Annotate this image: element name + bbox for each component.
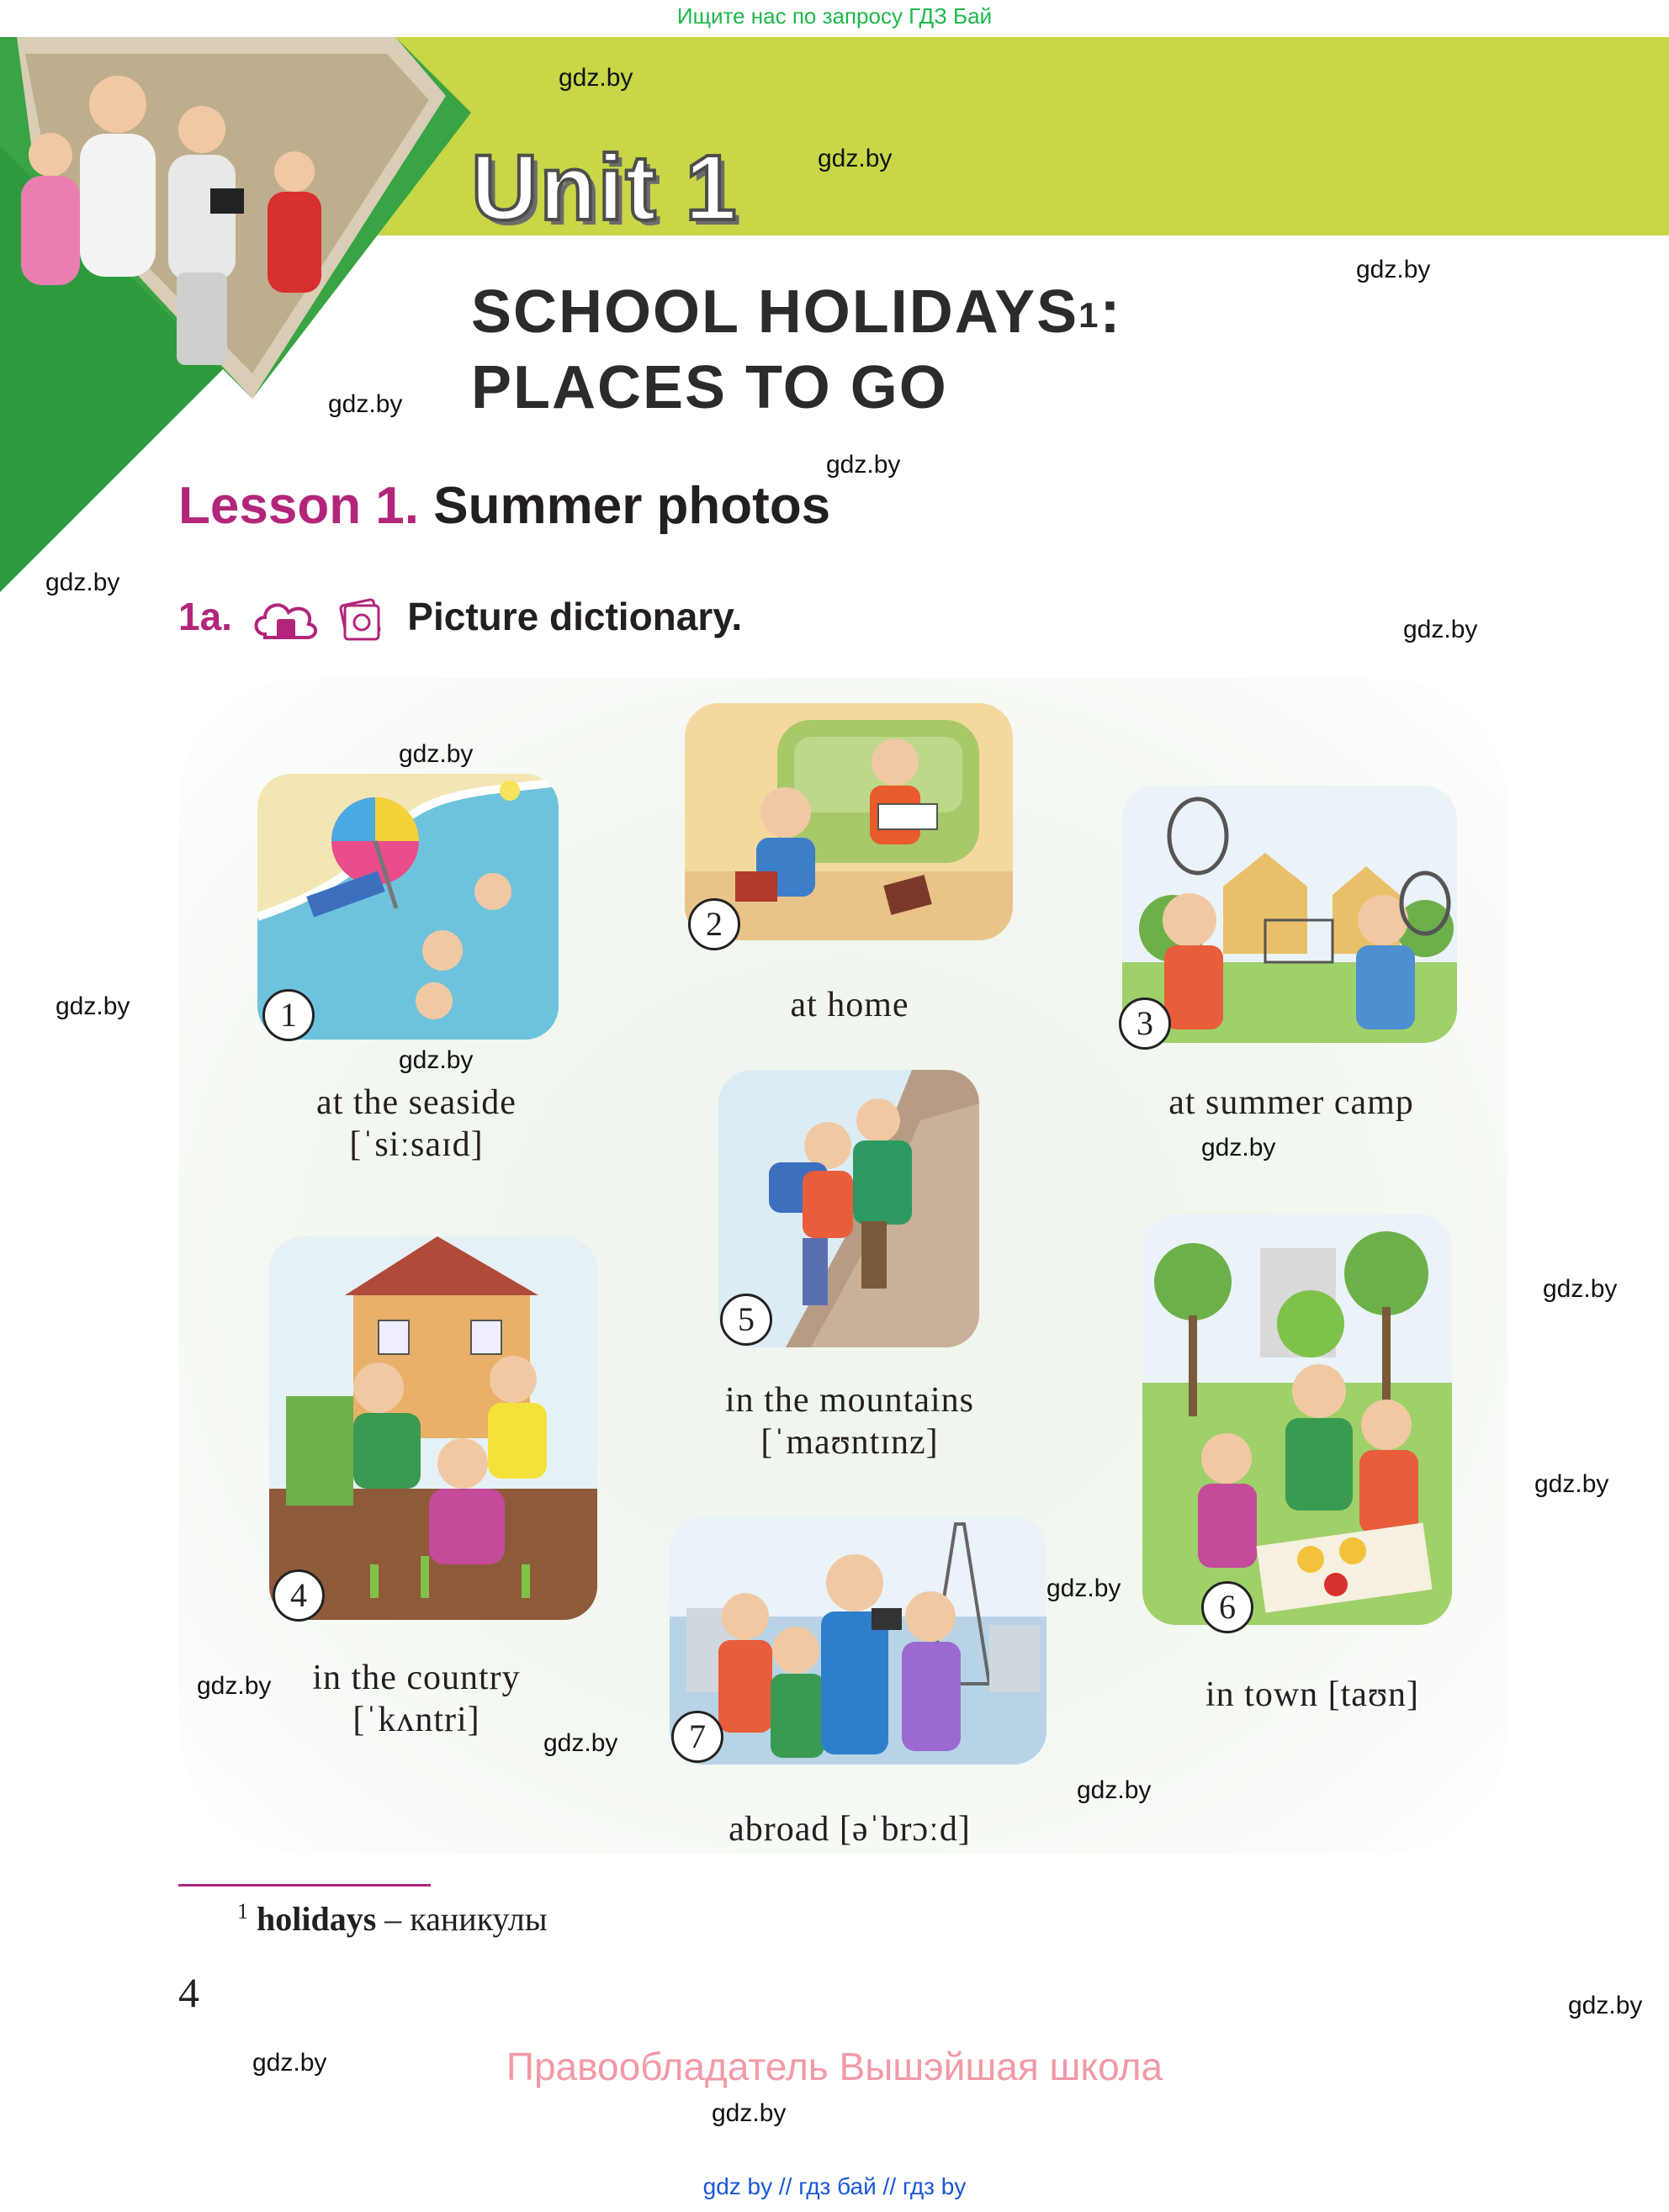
lesson-number: Lesson 1. <box>178 477 419 535</box>
watermark: gdz.by <box>252 2049 327 2077</box>
watermark: gdz.by <box>559 64 633 92</box>
caption-town <box>1136 1674 1489 1716</box>
watermark: gdz.by <box>1077 1776 1152 1804</box>
footnote-translation: – каникулы <box>376 1900 548 1938</box>
watermark: gdz.by <box>1534 1470 1609 1498</box>
caption-country <box>252 1657 580 1741</box>
picture-number-3: 3 <box>1119 998 1171 1050</box>
watermark: gdz.by <box>818 145 893 172</box>
caption-text: in the mountains <box>725 1381 974 1420</box>
picture-number-5: 5 <box>720 1294 772 1346</box>
watermark: gdz.by <box>1568 1992 1643 2019</box>
picture-number-7: 7 <box>671 1711 723 1763</box>
watermark: gdz.by <box>45 569 120 596</box>
exercise-heading <box>178 594 742 643</box>
caption-transcription: [ˈmaʊntɪnz] <box>760 1423 939 1462</box>
watermark: gdz.by <box>826 451 901 479</box>
watermark: gdz.by <box>1046 1574 1121 1602</box>
unit-subtitle <box>471 274 1121 426</box>
picture-summer-camp <box>1122 786 1457 1043</box>
caption-transcription: [ˈsiːsaɪd] <box>349 1125 484 1164</box>
page-number: 4 <box>178 1969 199 2016</box>
watermark: gdz.by <box>712 2099 787 2127</box>
caption-text: abroad [əˈbrɔːd] <box>729 1810 971 1849</box>
watermark: gdz.by <box>399 740 474 768</box>
picture-abroad <box>670 1516 1046 1765</box>
rights-holder: Правообладатель Вышэйшая школа <box>506 2045 1163 2088</box>
title-line-1: SCHOOL HOLIDAYS <box>471 278 1079 346</box>
watermark: gdz.by <box>1356 256 1431 283</box>
caption-seaside <box>252 1082 580 1166</box>
exercise-title: Picture dictionary. <box>407 595 743 638</box>
watermark: gdz.by <box>1543 1275 1618 1303</box>
caption-text: at home <box>790 986 909 1024</box>
watermark: gdz.by <box>1403 616 1478 643</box>
caption-home <box>681 984 1018 1026</box>
footnote-word: holidays <box>257 1900 377 1938</box>
caption-text: in the country <box>312 1659 521 1697</box>
watermark: gdz.by <box>56 992 130 1020</box>
lesson-heading <box>178 476 830 536</box>
caption-text: at the seaside <box>316 1083 517 1122</box>
watermark: gdz.by <box>543 1729 618 1757</box>
picture-number-1: 1 <box>262 989 315 1041</box>
audio-cloud-icon <box>252 597 319 643</box>
picture-home <box>685 703 1013 940</box>
footnote-mark: 1 <box>1078 295 1100 335</box>
watermark: gdz.by <box>197 1672 272 1700</box>
caption-text: at summer camp <box>1168 1083 1414 1122</box>
picture-town <box>1142 1214 1452 1625</box>
caption-abroad <box>656 1808 1043 1850</box>
watermark: gdz.by <box>399 1046 474 1074</box>
title-colon: : <box>1099 278 1122 346</box>
top-note[interactable]: Ищите нас по запросу ГДЗ Бай <box>676 3 993 29</box>
unit-title: Unit 1 <box>471 136 739 240</box>
caption-mountains <box>673 1379 1026 1463</box>
bottom-links[interactable]: gdz by // гдз бай // гдз by <box>702 2173 967 2199</box>
footnote <box>237 1899 548 1939</box>
picture-number-4: 4 <box>273 1569 325 1622</box>
footnote-number: 1 <box>237 1899 248 1924</box>
watermark: gdz.by <box>1201 1134 1276 1162</box>
lesson-title: Summer photos <box>433 477 831 535</box>
picture-country <box>269 1236 597 1620</box>
watermark: gdz.by <box>328 390 403 418</box>
exercise-number: 1a. <box>178 595 232 638</box>
footnote-divider <box>178 1884 431 1887</box>
caption-summer-camp <box>1119 1082 1464 1124</box>
title-line-2: PLACES TO GO <box>471 354 948 421</box>
caption-text: in town [taʊn] <box>1205 1675 1419 1714</box>
picture-cards-icon <box>335 597 385 643</box>
caption-transcription: [ˈkʌntri] <box>352 1701 480 1739</box>
picture-number-2: 2 <box>688 898 740 950</box>
picture-number-6: 6 <box>1201 1581 1253 1633</box>
